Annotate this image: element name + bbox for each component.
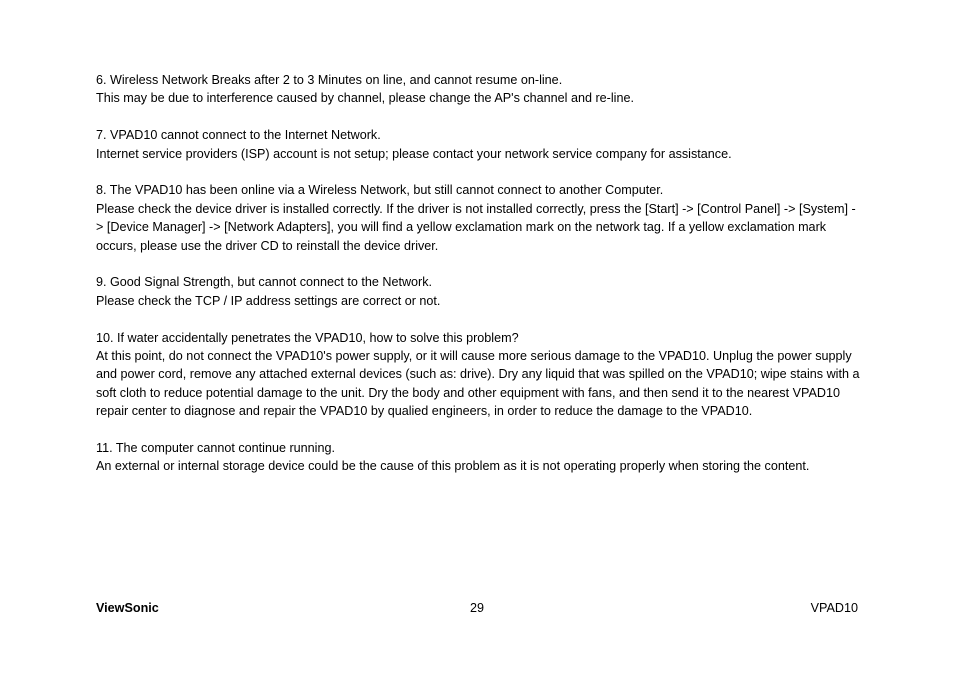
faq-question: 6. Wireless Network Breaks after 2 to 3 Minutes on line, and cannot resume on-line. (96, 73, 563, 87)
faq-item-8 (96, 181, 860, 255)
faq-answer: An external or internal storage device could be the cause of this problem as it is not operating properly when storing the content. (96, 459, 810, 474)
faq-question: 8. The VPAD10 has been online via a Wireless Network, but still cannot connect to another Computer. (96, 183, 664, 198)
page-number: 29 (469, 601, 484, 615)
faq-item-7 (96, 126, 860, 163)
faq-answer: Please check the device driver is installed correctly. If the driver is not installed correctly, press the [Start] -> [Control Panel] -> [System] -> [Device Manager] -> [Network Adapters], you will find a yellow exclamation mark on the network tag. If a yellow exclamation mark occurs, please use the driver CD to reinstall the device driver. (96, 201, 856, 253)
troubleshooting-content (96, 71, 860, 494)
faq-item-11 (96, 439, 860, 476)
faq-answer: At this point, do not connect the VPAD10's power supply, or it will cause more serious damage to the VPAD10. Unplug the power supply and power cord, remove any attached external devices (such as: drive). Dry any liquid that was spilled on the VPAD10; wipe stains with a soft cloth to reduce potential damage to the unit. Dry the body and other equipment with fans, and then send it to the nearest VPAD10 repair center to diagnose and repair the VPAD10 by qualied engineers, in order to reduce the damage to the VPAD10. (96, 349, 860, 419)
faq-item-6 (96, 71, 860, 108)
faq-item-9 (96, 273, 860, 310)
faq-item-10 (96, 329, 860, 421)
faq-question: 7. VPAD10 cannot connect to the Internet Network. (96, 128, 381, 143)
faq-answer: Internet service providers (ISP) account is not setup; please contact your network service company for assistance. (96, 146, 732, 161)
faq-question: 10. If water accidentally penetrates the VPAD10, how to solve this problem? (96, 330, 519, 345)
page-footer (96, 599, 858, 617)
faq-answer: Please check the TCP / IP address settings are correct or not. (96, 293, 441, 308)
faq-answer: This may be due to interference caused by channel, please change the AP's channel and re-line. (96, 91, 634, 106)
faq-question: 9. Good Signal Strength, but cannot connect to the Network. (96, 275, 433, 290)
footer-brand: ViewSonic (96, 601, 159, 615)
footer-model: VPAD10 (810, 601, 858, 615)
faq-question: 11. The computer cannot continue running. (96, 441, 335, 456)
